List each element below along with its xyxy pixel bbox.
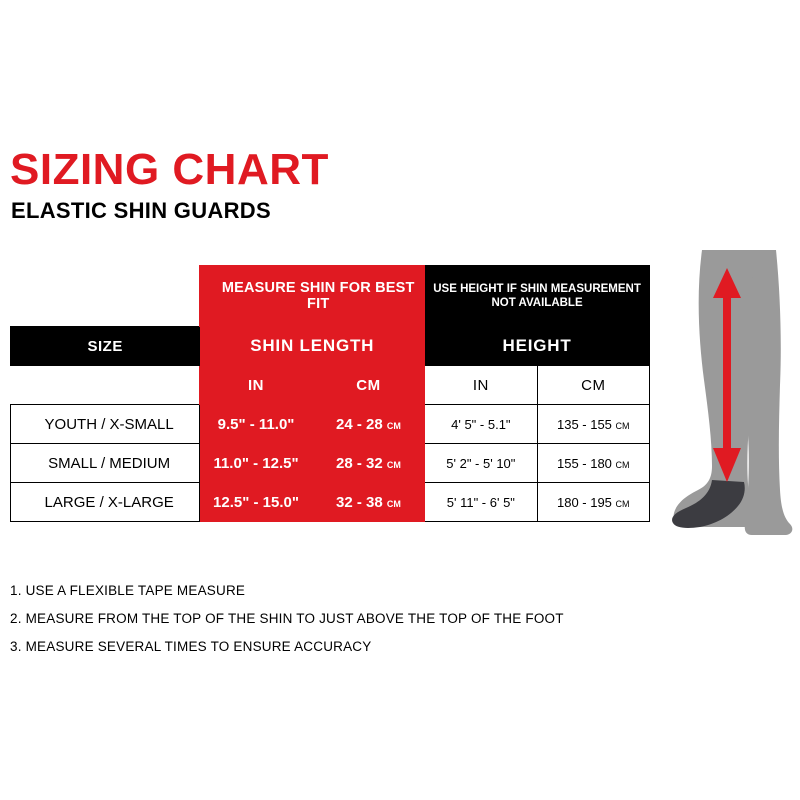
row-height-cm [537,444,649,483]
row-size: SMALL / MEDIUM [11,444,200,483]
row-height-cm-unit: CM [615,420,630,431]
table-row-header [11,327,650,366]
row-shin-in: 12.5" - 15.0" [200,483,312,522]
row-height-cm [537,405,649,444]
table-row [11,483,650,522]
spacer-cell [11,266,200,327]
sizing-table [10,265,650,522]
row-shin-cm-unit: CM [386,420,401,431]
table-row [11,405,650,444]
row-size: YOUTH / X-SMALL [11,405,200,444]
row-shin-cm [312,483,424,522]
table-row [11,444,650,483]
measure-band-label: MEASURE SHIN FOR BEST FIT [200,266,425,327]
header-shin-in: IN [200,366,312,405]
footnotes [10,583,564,667]
header-shin-cm: CM [312,366,424,405]
row-shin-cm-unit: CM [386,498,401,509]
spacer-cell-units [11,366,200,405]
row-shin-cm [312,405,424,444]
row-shin-cm-unit: CM [386,459,401,470]
row-shin-cm-value: 24 - 28 [335,415,383,433]
row-height-cm-value: 180 - 195 [556,494,612,510]
header-height: HEIGHT [425,327,650,366]
row-shin-in: 9.5" - 11.0" [200,405,312,444]
row-height-in: 5' 2" - 5' 10" [425,444,537,483]
row-height-cm-unit: CM [615,498,630,509]
header-height-cm: CM [537,366,649,405]
page-title: SIZING CHART [10,145,329,194]
table-row-units [11,366,650,405]
footnote-1: 1. USE A FLEXIBLE TAPE MEASURE [10,583,246,598]
footnote-2: 2. MEASURE FROM THE TOP OF THE SHIN TO JUST ABOVE THE TOP OF THE FOOT [10,611,564,626]
leg-illustration [660,250,795,550]
row-height-in: 5' 11" - 6' 5" [425,483,537,522]
row-height-cm-value: 155 - 180 [556,455,612,471]
header-height-in: IN [425,366,537,405]
row-height-cm-value: 135 - 155 [556,416,612,432]
table-row-band [11,266,650,327]
row-shin-cm-value: 28 - 32 [335,454,383,472]
header-size: SIZE [11,327,200,366]
header-shin-length: SHIN LENGTH [200,327,425,366]
row-shin-cm-value: 32 - 38 [335,493,383,511]
footnote-3: 3. MEASURE SEVERAL TIMES TO ENSURE ACCURACY [10,639,372,654]
page-subtitle: ELASTIC SHIN GUARDS [11,198,271,223]
row-shin-in: 11.0" - 12.5" [200,444,312,483]
sizing-table-wrap [10,265,650,522]
row-height-cm-unit: CM [615,459,630,470]
height-note-label: USE HEIGHT IF SHIN MEASUREMENT NOT AVAILABLE [425,266,650,327]
row-height-cm [537,483,649,522]
row-size: LARGE / X-LARGE [11,483,200,522]
row-shin-cm [312,444,424,483]
row-height-in: 4' 5" - 5.1" [425,405,537,444]
